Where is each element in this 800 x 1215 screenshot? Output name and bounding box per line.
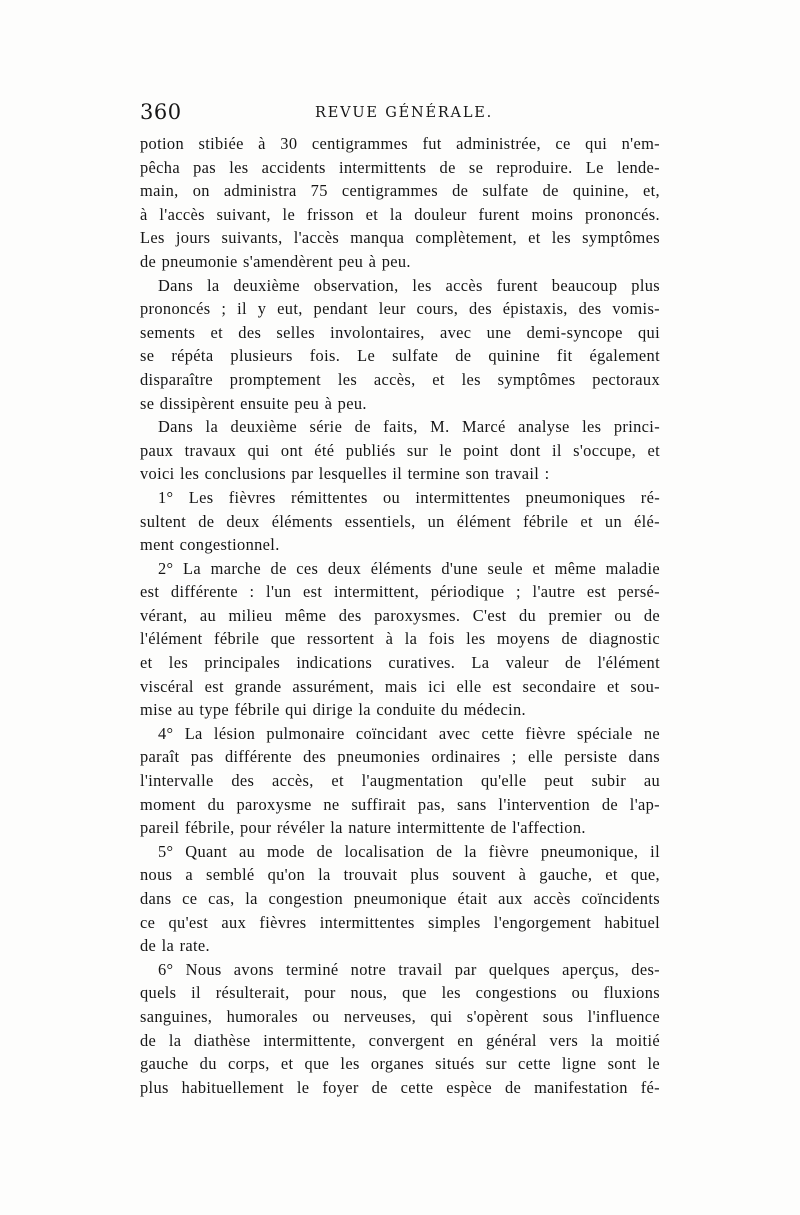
text-line: dans ce cas, la congestion pneumonique était aux accès coïncidents [140, 889, 660, 908]
paragraph-second-series [140, 415, 660, 486]
paragraph-continuation [140, 132, 660, 274]
conclusion-1 [140, 486, 660, 557]
text-line: ment congestionnel. [140, 535, 280, 555]
conclusion-4 [140, 722, 660, 840]
text-line: potion stibiée à 30 centigrammes fut administrée, ce qui n'em- [140, 134, 660, 153]
text-line: prononcés ; il y eut, pendant leur cours, des épistaxis, des vomis- [140, 299, 660, 319]
text-line: de la diathèse intermittente, convergent en général vers la moitié [140, 1030, 660, 1050]
text-line: sanguines, humorales ou nerveuses, qui s'opèrent sous l'influence [140, 1006, 660, 1026]
text-line: sultent de deux éléments essentiels, un élément fébrile et un élé- [140, 511, 660, 531]
text-line: paux travaux qui ont été publiés sur le point dont il s'occupe, et [140, 440, 660, 460]
text-line: gauche du corps, et que les organes situés sur cette ligne sont le [140, 1054, 660, 1074]
conclusion-2 [140, 557, 660, 722]
text-line: est différente : l'un est intermittent, périodique ; l'autre est persé- [140, 582, 660, 602]
paragraph-second-observation [140, 274, 660, 416]
body-text [140, 132, 660, 1099]
text-line: de pneumonie s'amendèrent peu à peu. [140, 251, 411, 271]
text-line: voici les conclusions par lesquelles il termine son travail : [140, 464, 550, 484]
conclusion-5 [140, 840, 660, 958]
page-number: 360 [140, 100, 182, 124]
text-line: mise au type fébrile qui dirige la conduite du médecin. [140, 700, 526, 720]
text-line: nous a semblé qu'on la trouvait plus souvent à gauche, et que, [140, 865, 660, 885]
text-line: se répéta plusieurs fois. Le sulfate de quinine fit également [140, 346, 660, 366]
text-line: Dans la deuxième série de faits, M. Marcé analyse les princi- [158, 417, 660, 437]
conclusion-6 [140, 958, 660, 1100]
text-line: de la rate. [140, 936, 211, 956]
text-line: sements et des selles involontaires, avec une demi-syncope qui [140, 322, 660, 342]
text-line: main, on administra 75 centigrammes de sulfate de quinine, et, [140, 181, 660, 201]
text-line: pareil fébrile, pour révéler la nature intermittente de l'affection. [140, 818, 586, 838]
text-line: Les jours suivants, l'accès manqua complètement, et les symptômes [140, 228, 660, 248]
text-line: paraît pas différente des pneumonies ordinaires ; elle persiste dans [140, 747, 660, 767]
text-line: pêcha pas les accidents intermittents de se reproduire. Le lende- [140, 157, 660, 177]
text-line: moment du paroxysme ne suffirait pas, sans l'intervention de l'ap- [140, 794, 660, 814]
text-line: 6° Nous avons terminé notre travail par quelques aperçus, des- [158, 959, 660, 979]
text-line: à l'accès suivant, le frisson et la douleur furent moins prononcés. [140, 204, 660, 224]
text-line: 4° La lésion pulmonaire coïncidant avec cette fièvre spéciale ne [158, 723, 660, 743]
text-line: plus habituellement le foyer de cette espèce de manifestation fé- [140, 1077, 660, 1097]
text-line: disparaître promptement les accès, et les symptômes pectoraux [140, 369, 660, 389]
text-line: se dissipèrent ensuite peu à peu. [140, 393, 367, 413]
text-line: quels il résulterait, pour nous, que les congestions ou fluxions [140, 983, 660, 1003]
text-line: viscéral est grande assurément, mais ici elle est secondaire et sou- [140, 676, 660, 696]
text-line: Dans la deuxième observation, les accès furent beaucoup plus [158, 275, 660, 295]
text-line: l'élément fébrile que ressortent à la fois les moyens de diagnostic [140, 629, 660, 649]
text-line: 5° Quant au mode de localisation de la fièvre pneumonique, il [158, 841, 660, 861]
journal-title: REVUE GÉNÉRALE. [315, 105, 494, 121]
text-line: 2° La marche de ces deux éléments d'une seule et même maladie [158, 558, 660, 578]
text-line: et les principales indications curatives. La valeur de l'élément [140, 653, 660, 673]
text-line: ce qu'est aux fièvres intermittentes simples l'engorgement habituel [140, 912, 660, 932]
text-line: 1° Les fièvres rémittentes ou intermittentes pneumoniques ré- [158, 487, 660, 507]
running-head [140, 100, 658, 126]
text-line: l'intervalle des accès, et l'augmentation qu'elle peut subir au [140, 771, 660, 791]
text-line: vérant, au milieu même des paroxysmes. C'est du premier ou de [140, 605, 660, 625]
